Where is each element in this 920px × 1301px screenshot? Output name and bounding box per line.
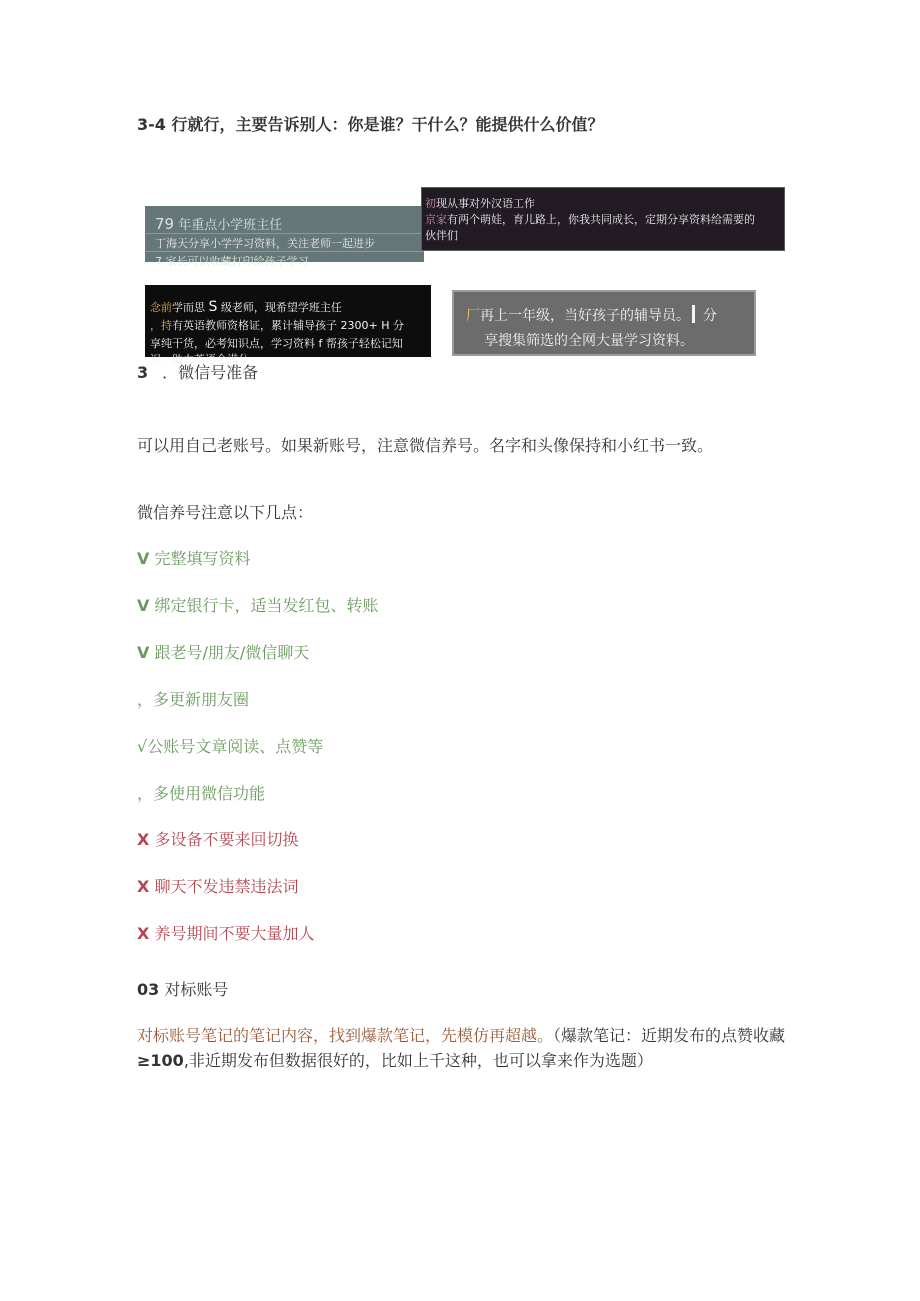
dont-item: X 多设备不要来回切换 — [137, 830, 299, 849]
account-paragraph: 可以用自己老账号。如果新账号，注意微信养号。名字和头像保持和小红书一致。 — [137, 436, 714, 455]
checklist-item: ，多使用微信功能 — [137, 784, 266, 803]
card1-line2: 丁海天分享小学学习资料，关注老师一起进步 — [155, 237, 375, 250]
text-cursor-bar — [692, 305, 695, 323]
section-heading: 对标账号 — [164, 980, 229, 999]
profile-example-card-1 — [145, 206, 424, 268]
points-title: 微信养号注意以下几点： — [137, 503, 314, 522]
checklist-item: √公账号文章阅读、点赞等 — [137, 737, 324, 756]
section-heading: ．微信号准备 — [162, 363, 259, 382]
checklist-item: V 跟老号/朋友/微信聊天 — [137, 643, 310, 662]
card3-line3: 享纯干货，必考知识点，学习资料 f 帮孩子轻松记知 — [150, 337, 403, 350]
checklist-item: V 完整填写资料 — [137, 549, 251, 568]
benchmark-line-2: ≥100,非近期发布但数据很好的，比如上千这种，也可以拿来作为选题） — [137, 1051, 653, 1070]
benchmark-highlight: 对标账号笔记的笔记内容，找到爆款笔记，先模仿再超越。 — [137, 1026, 554, 1045]
benchmark-note: （爆款笔记：近期发布的点赞收藏 — [553, 1026, 786, 1045]
section-number: 03 — [137, 980, 160, 999]
profile-example-card-3 — [145, 285, 431, 366]
card1-line3: 7 家长可以收藏打印给孩子学习 — [155, 255, 309, 268]
card3-line1: 念前学而思 S 级老师，现希望学班主任 — [150, 299, 342, 315]
benchmark-line-1 — [137, 1025, 785, 1047]
dont-item: X 养号期间不要大量加人 — [137, 924, 315, 943]
card3-line2: ，持有英语教师资格证，累计辅导孩子 2300+ H 分 — [150, 319, 404, 332]
card1-line1: 79 年重点小学班主任 — [155, 215, 283, 233]
profile-example-card-2 — [421, 187, 785, 251]
checklist-item: V 绑定银行卡，适当发红包、转账 — [137, 596, 379, 615]
intro-text: 3-4 行就行，主要告诉别人：你是谁？干什么？能提供什么价值？ — [137, 115, 604, 134]
card2-line3: 伙伴们 — [425, 229, 458, 242]
card2-line1: 初现从事对外汉语工作 — [425, 197, 535, 210]
dont-item: X 聊天不发违禁违法词 — [137, 877, 299, 896]
card2-line2: 京家有两个萌娃，育儿路上，你我共同成长，定期分享资料给需要的 — [425, 213, 755, 226]
section-03-title — [137, 979, 228, 1001]
card3-line4: 识，助力英语全满分 — [150, 353, 249, 366]
card4-line2: 享搜集筛选的全网大量学习资料。 — [484, 333, 694, 349]
intro-line — [137, 114, 603, 136]
card-divider — [145, 251, 424, 252]
section-number: 3 — [137, 363, 149, 382]
card4-line1: 厂再上一年级，当好孩子的辅导员。 分 — [466, 305, 717, 325]
checklist-item: ，多更新朋友圈 — [137, 690, 250, 709]
section-3-title — [137, 362, 258, 384]
card-divider — [145, 233, 424, 234]
profile-example-card-4 — [452, 290, 756, 356]
